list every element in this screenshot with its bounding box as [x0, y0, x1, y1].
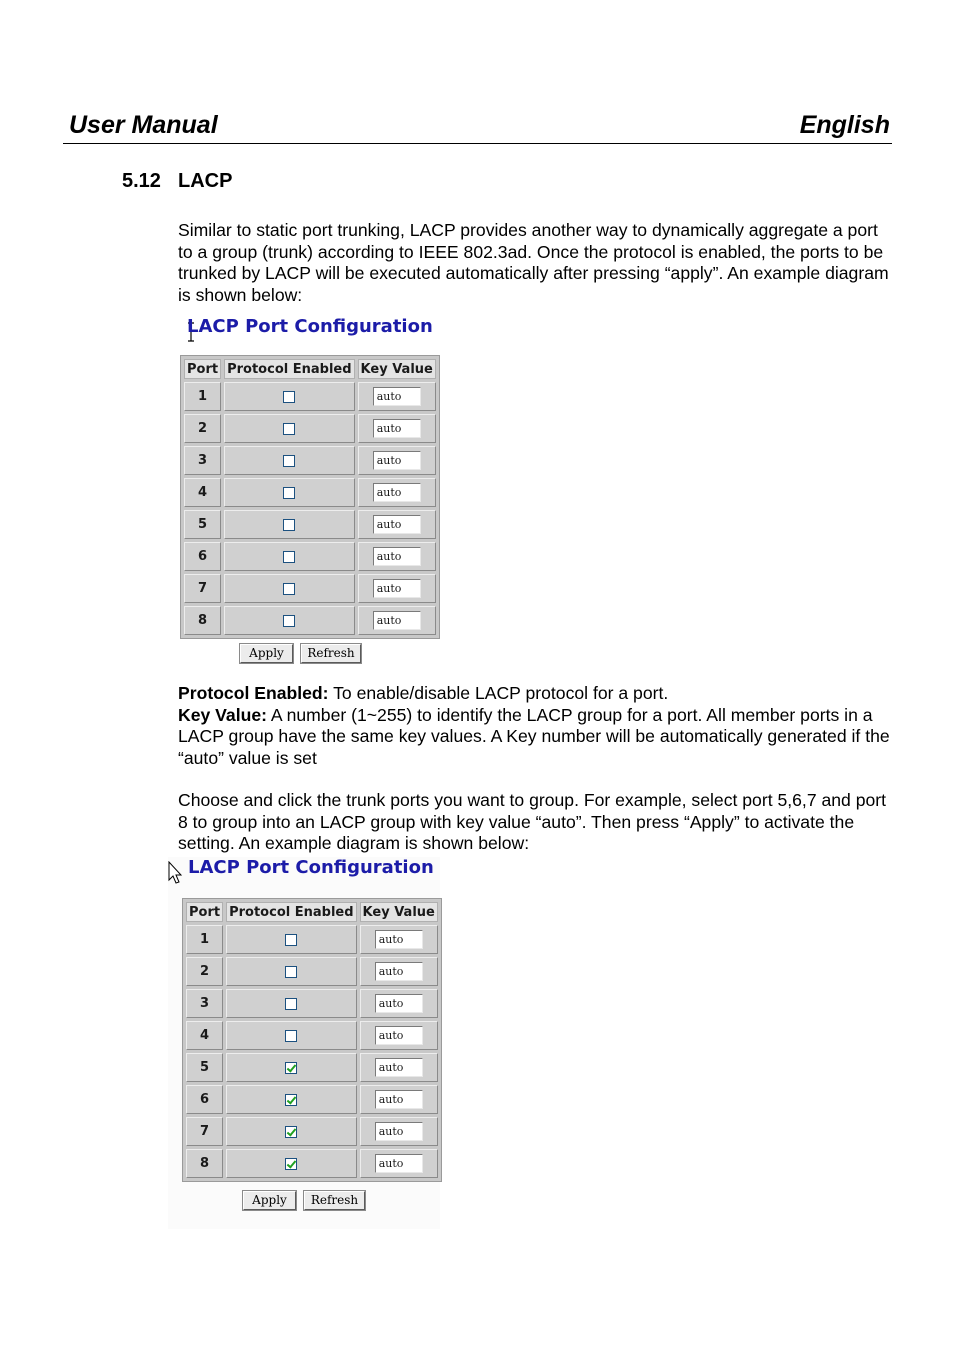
protocol-enabled-cell — [226, 957, 356, 986]
key-value-label: Key Value: — [178, 704, 267, 725]
protocol-enabled-checkbox[interactable] — [285, 1094, 297, 1106]
port-number: 1 — [184, 382, 221, 411]
protocol-enabled-cell — [226, 1149, 356, 1178]
key-value-input[interactable]: auto — [373, 547, 421, 566]
protocol-enabled-checkbox[interactable] — [285, 966, 297, 978]
port-number: 3 — [186, 989, 223, 1018]
column-header-protocol-enabled: Protocol Enabled — [226, 902, 356, 922]
key-value-cell — [360, 1085, 438, 1114]
table-row — [186, 989, 438, 1018]
port-number: 6 — [186, 1085, 223, 1114]
key-value-cell — [358, 478, 436, 507]
protocol-enabled-checkbox[interactable] — [283, 519, 295, 531]
column-header-port: Port — [186, 902, 223, 922]
protocol-enabled-checkbox[interactable] — [285, 1126, 297, 1138]
protocol-enabled-cell — [226, 925, 356, 954]
key-value-input[interactable]: auto — [373, 419, 421, 438]
protocol-enabled-checkbox[interactable] — [285, 1158, 297, 1170]
port-number: 2 — [186, 957, 223, 986]
key-value-cell — [358, 606, 436, 635]
key-value-input[interactable]: auto — [375, 994, 423, 1013]
instructions-paragraph: Choose and click the trunk ports you want to group. For example, select port 5,6,7 and port 8 to group into an LACP group with key value “auto”. Then press “Apply” to activate the setting. An example diagram is shown below: — [178, 790, 887, 853]
protocol-enabled-checkbox[interactable] — [285, 934, 297, 946]
protocol-enabled-cell — [226, 989, 356, 1018]
key-value-cell — [358, 414, 436, 443]
key-value-input[interactable]: auto — [373, 611, 421, 630]
key-value-input[interactable]: auto — [373, 579, 421, 598]
lacp-port-table — [180, 355, 440, 639]
port-number: 3 — [184, 446, 221, 475]
refresh-button[interactable]: Refresh — [304, 1191, 365, 1210]
protocol-enabled-cell — [224, 606, 354, 635]
apply-button[interactable]: Apply — [240, 644, 293, 663]
protocol-enabled-cell — [226, 1085, 356, 1114]
apply-button[interactable]: Apply — [243, 1191, 296, 1210]
table-row — [184, 414, 436, 443]
protocol-enabled-checkbox[interactable] — [283, 455, 295, 467]
protocol-enabled-cell — [224, 414, 354, 443]
table-row — [184, 574, 436, 603]
protocol-enabled-checkbox[interactable] — [285, 998, 297, 1010]
key-value-input[interactable]: auto — [373, 387, 421, 406]
protocol-enabled-checkbox[interactable] — [285, 1030, 297, 1042]
key-value-cell — [360, 1053, 438, 1082]
table-row — [186, 1053, 438, 1082]
table-row — [184, 478, 436, 507]
section-number: 5.12 — [122, 170, 161, 192]
protocol-enabled-label: Protocol Enabled: — [178, 683, 329, 703]
port-number: 8 — [186, 1149, 223, 1178]
protocol-enabled-cell — [224, 446, 354, 475]
protocol-enabled-cell — [224, 574, 354, 603]
figure-title: LACP Port Configuration — [187, 316, 433, 337]
header-title: User Manual — [69, 111, 218, 139]
table-row — [184, 542, 436, 571]
column-header-protocol-enabled: Protocol Enabled — [224, 359, 354, 379]
column-header-port: Port — [184, 359, 221, 379]
protocol-enabled-checkbox[interactable] — [283, 423, 295, 435]
key-value-cell — [360, 925, 438, 954]
key-value-input[interactable]: auto — [375, 1058, 423, 1077]
port-number: 8 — [184, 606, 221, 635]
intro-paragraph: Similar to static port trunking, LACP provides another way to dynamically aggregate a port to a group (trunk) according to IEEE 802.3ad. Once the protocol is enabled, the ports to be trunked by LACP will be executed automatically after pressing “apply”. An example diagram is shown below: — [178, 220, 889, 305]
key-value-input[interactable]: auto — [375, 930, 423, 949]
key-value-cell — [358, 574, 436, 603]
port-number: 2 — [184, 414, 221, 443]
table-row — [184, 446, 436, 475]
protocol-enabled-checkbox[interactable] — [285, 1062, 297, 1074]
lacp-figure-configured — [168, 857, 440, 1229]
key-value-input[interactable]: auto — [375, 1122, 423, 1141]
protocol-enabled-checkbox[interactable] — [283, 583, 295, 595]
lacp-figure-default — [173, 310, 435, 670]
table-row — [186, 1021, 438, 1050]
protocol-enabled-cell — [226, 1053, 356, 1082]
key-value-cell — [358, 510, 436, 539]
protocol-enabled-text: To enable/disable LACP protocol for a port. — [328, 683, 669, 703]
protocol-enabled-cell — [226, 1117, 356, 1146]
key-value-input[interactable]: auto — [373, 483, 421, 502]
key-value-input[interactable]: auto — [375, 1026, 423, 1045]
port-number: 7 — [184, 574, 221, 603]
table-row — [186, 1149, 438, 1178]
protocol-enabled-checkbox[interactable] — [283, 391, 295, 403]
section-heading — [122, 170, 232, 193]
refresh-button[interactable]: Refresh — [301, 644, 361, 663]
port-number: 5 — [186, 1053, 223, 1082]
section-title: LACP — [178, 170, 233, 192]
table-row — [186, 957, 438, 986]
protocol-enabled-cell — [224, 510, 354, 539]
table-row — [186, 925, 438, 954]
field-descriptions — [178, 683, 894, 769]
port-number: 1 — [186, 925, 223, 954]
key-value-cell — [360, 1149, 438, 1178]
key-value-cell — [358, 382, 436, 411]
header-language: English — [799, 111, 890, 139]
key-value-cell — [360, 1021, 438, 1050]
key-value-text: A number (1~255) to identify the LACP group for a port. All member ports in a LACP group have the same key values. A Key number will be automatically generated if the “auto” value is set — [178, 704, 890, 768]
key-value-cell — [360, 1117, 438, 1146]
key-value-cell — [358, 542, 436, 571]
port-number: 5 — [184, 510, 221, 539]
protocol-enabled-checkbox[interactable] — [283, 615, 295, 627]
key-value-input[interactable]: auto — [375, 962, 423, 981]
header-divider — [63, 143, 892, 144]
key-value-cell — [360, 957, 438, 986]
figure-title: LACP Port Configuration — [188, 857, 434, 878]
lacp-port-table — [182, 898, 442, 1182]
mouse-pointer-icon — [168, 861, 182, 885]
key-value-input[interactable]: auto — [375, 1154, 423, 1173]
protocol-enabled-cell — [226, 1021, 356, 1050]
key-value-input[interactable]: auto — [373, 515, 421, 534]
protocol-enabled-cell — [224, 542, 354, 571]
port-number: 4 — [186, 1021, 223, 1050]
table-row — [184, 606, 436, 635]
protocol-enabled-cell — [224, 478, 354, 507]
key-value-cell — [360, 989, 438, 1018]
key-value-input[interactable]: auto — [373, 451, 421, 470]
column-header-key-value: Key Value — [358, 359, 436, 379]
port-number: 6 — [184, 542, 221, 571]
table-row — [184, 382, 436, 411]
table-row — [184, 510, 436, 539]
column-header-key-value: Key Value — [360, 902, 438, 922]
key-value-cell — [358, 446, 436, 475]
key-value-input[interactable]: auto — [375, 1090, 423, 1109]
protocol-enabled-checkbox[interactable] — [283, 551, 295, 563]
protocol-enabled-cell — [224, 382, 354, 411]
port-number: 7 — [186, 1117, 223, 1146]
table-row — [186, 1085, 438, 1114]
protocol-enabled-checkbox[interactable] — [283, 487, 295, 499]
port-number: 4 — [184, 478, 221, 507]
table-row — [186, 1117, 438, 1146]
